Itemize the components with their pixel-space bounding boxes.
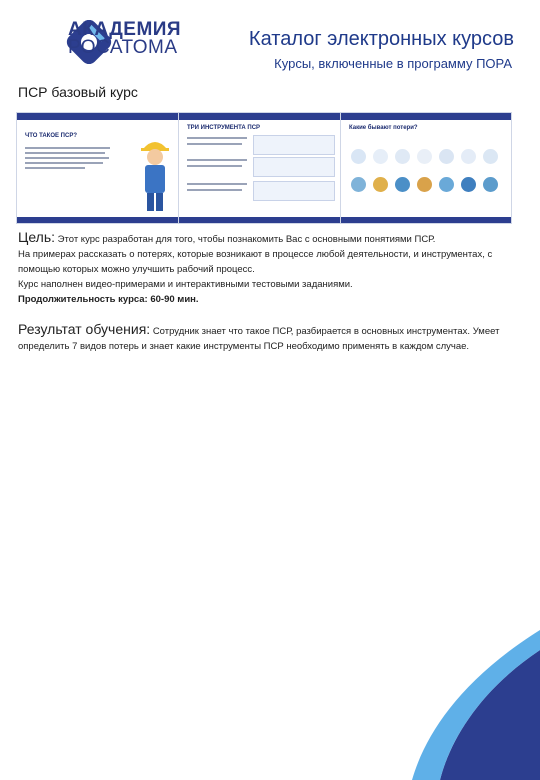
slide-top-bar bbox=[17, 113, 187, 120]
slide-diagram-box bbox=[253, 181, 335, 201]
slide-text-line bbox=[25, 152, 105, 154]
waste-type-icon bbox=[395, 177, 410, 192]
result-text: Сотрудник знает что такое ПСР, разбирается в основных инструментах. Умеет определить 7 видов потерь и знает какие инструменты ПСР необходимо применять в каждом случае. bbox=[18, 326, 500, 352]
waste-type-icon bbox=[417, 149, 432, 164]
goal-line1: Этот курс разработан для того, чтобы познакомить Вас с основными понятиями ПСР. bbox=[57, 234, 436, 245]
course-slide-thumbnail-2[interactable] bbox=[178, 112, 350, 224]
slide-title: ЧТО ТАКОЕ ПСР? bbox=[25, 133, 77, 139]
slide-text-line bbox=[187, 137, 247, 139]
result-section bbox=[18, 322, 528, 354]
slide-diagram-box bbox=[253, 157, 335, 177]
slide-text-line bbox=[187, 159, 247, 161]
slide-title: ТРИ ИНСТРУМЕНТА ПСР bbox=[187, 125, 261, 131]
logo-line2: РОСАТОМА bbox=[68, 37, 178, 58]
slide-text-line bbox=[187, 189, 242, 191]
slide-diagram-box bbox=[253, 135, 335, 155]
slide-bottom-bar bbox=[341, 217, 511, 223]
waste-type-icon bbox=[461, 149, 476, 164]
goal-section bbox=[18, 230, 528, 307]
logo-line1: АКАДЕМИЯ bbox=[68, 19, 182, 40]
waste-type-icon bbox=[439, 177, 454, 192]
waste-type-icon bbox=[351, 149, 366, 164]
goal-line2: На примерах рассказать о потерях, которые возникают в процессе любой деятельности, и инструментах, с помощью которых можно улучшить рабочий процесс. bbox=[18, 249, 493, 275]
course-slide-thumbnail-3[interactable] bbox=[340, 112, 512, 224]
waste-type-icon bbox=[483, 177, 498, 192]
slide-text-line bbox=[25, 147, 110, 149]
waste-type-icon bbox=[417, 177, 432, 192]
slide-text-line bbox=[187, 183, 247, 185]
slide-text-line bbox=[187, 143, 242, 145]
goal-line3: Курс наполнен видео-примерами и интерактивными тестовыми заданиями. bbox=[18, 279, 353, 290]
catalog-title: Каталог электронных курсов bbox=[248, 28, 514, 50]
slide-text-line bbox=[25, 157, 109, 159]
slide-text-line bbox=[25, 167, 85, 169]
result-label: Результат обучения: bbox=[18, 321, 151, 337]
waste-type-icon bbox=[461, 177, 476, 192]
waste-type-icon bbox=[373, 149, 388, 164]
slide-top-bar bbox=[179, 113, 349, 120]
slide-bottom-bar bbox=[179, 217, 349, 223]
logo-text bbox=[68, 21, 181, 57]
course-duration: Продолжительность курса: 60-90 мин. bbox=[18, 294, 199, 305]
waste-type-icon bbox=[373, 177, 388, 192]
waste-type-icon bbox=[395, 149, 410, 164]
waste-type-icon bbox=[483, 149, 498, 164]
goal-label: Цель: bbox=[18, 229, 56, 245]
decorative-swoosh-icon bbox=[290, 630, 540, 780]
slide-title: Какие бывают потери? bbox=[349, 125, 418, 131]
slide-text-line bbox=[187, 165, 242, 167]
slide-bottom-bar bbox=[17, 217, 187, 223]
course-title: ПСР базовый курс bbox=[18, 84, 138, 100]
worker-character-icon bbox=[135, 135, 175, 215]
waste-type-icon bbox=[351, 177, 366, 192]
waste-type-icon bbox=[439, 149, 454, 164]
slide-top-bar bbox=[341, 113, 511, 120]
catalog-subtitle: Курсы, включенные в программу ПОРА bbox=[274, 56, 512, 71]
course-slide-thumbnail-1[interactable] bbox=[16, 112, 188, 224]
slide-text-line bbox=[25, 162, 103, 164]
